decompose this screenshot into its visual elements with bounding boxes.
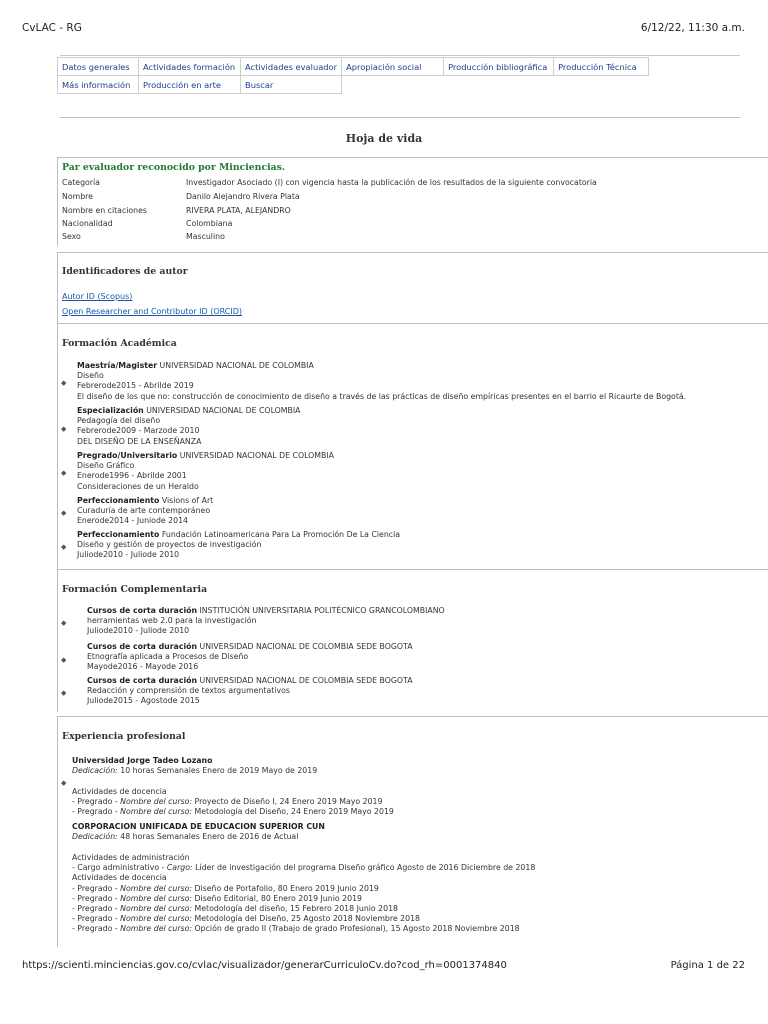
experience-heading: Experiencia profesional [62, 731, 186, 742]
nav-produccion-tecnica[interactable]: Producción Técnica [554, 58, 649, 76]
page-title: Hoja de vida [345, 132, 423, 145]
complementary-heading: Formación Complementaria [62, 584, 208, 595]
field-label: Nombre en citaciones [62, 206, 147, 215]
nav-produccion-bibliografica[interactable]: Producción bibliográfica [444, 58, 554, 76]
field-value: Masculino [186, 232, 225, 241]
academic-item: Perfeccionamiento Visions of Art Curaduría de arte contemporáneo Enerode2014 - Juniode 2014 [77, 496, 214, 526]
experience-org-cun-block: Universidad Jorge Tadeo Lozano Dedicación: 10 horas Semanales Enero de 2019 Mayo de 2019 [72, 756, 318, 776]
nav-actividades-evaluador[interactable]: Actividades evaluador [241, 58, 342, 76]
bullet: ◆ [61, 779, 67, 787]
nav-actividades-formacion[interactable]: Actividades formación [139, 58, 241, 76]
field-label: Nacionalidad [62, 219, 113, 228]
experience-admin-block: Actividades de administración - Cargo administrativo - Cargo: Líder de investigación del programa Diseño gráfico Agosto de 2016 Diciembre de 2018 Actividades de docencia - Pregrado - Nombre del curso: Diseño de Portafolio, 80 Enero 2019 Junio 2019 - Pregrado - Nombre del curso: Diseño Editorial, 80 Enero 2019 Junio 2019 - Pregrado - Nombre del curso: Metodología del diseño, 15 Febrero 2018 Junio 2018 - Pregrado - Nombre del curso: Metodología del Diseño, 25 Agosto 2018 Noviembre 2018 - Pregrado - Nombre del curso: Opción de grado II (Trabajo de grado Profesional), 15 Agosto 2018 Noviembre 2018 [72, 853, 536, 934]
bullet: ◆ [61, 509, 67, 517]
bullet: ◆ [61, 543, 67, 551]
academic-heading: Formación Académica [62, 338, 177, 349]
print-footer-url: https://scienti.minciencias.gov.co/cvlac/visualizador/generarCurriculoCv.do?cod_rh=0001374840 [22, 960, 507, 971]
field-label: Sexo [62, 232, 81, 241]
academic-item: Perfeccionamiento Fundación Latinoamericana Para La Promoción De La Ciencia Diseño y gestión de proyectos de investigación Juliode2010 - Juliode 2010 [77, 530, 401, 560]
complementary-item: Cursos de corta duración INSTITUCIÓN UNIVERSITARIA POLITÉCNICO GRANCOLOMBIANO herramientas web 2.0 para la investigación Juliode2010 - Juliode 2010 [87, 606, 445, 636]
identifiers-heading: Identificadores de autor [62, 266, 188, 277]
academic-item: Pregrado/Universitario UNIVERSIDAD NACIONAL DE COLOMBIA Diseño Gráfico Enerode1996 - Abrilde 2001 Consideraciones de un Heraldo [77, 451, 335, 491]
nav-buscar[interactable]: Buscar [241, 76, 342, 94]
nav-apropiacion-social[interactable]: Apropiación social [342, 58, 444, 76]
field-label: Categoría [62, 178, 100, 187]
field-value: RIVERA PLATA, ALEJANDRO [186, 206, 291, 215]
bullet: ◆ [61, 656, 67, 664]
bullet: ◆ [61, 689, 67, 697]
print-footer-page: Página 1 de 22 [670, 960, 745, 971]
nav-datos-generales[interactable]: Datos generales [58, 58, 139, 76]
experience-org-block: CORPORACION UNIFICADA DE EDUCACION SUPERIOR CUN Dedicación: 48 horas Semanales Enero de 2016 de Actual [72, 822, 325, 842]
complementary-item: Cursos de corta duración UNIVERSIDAD NACIONAL DE COLOMBIA SEDE BOGOTA Etnografía aplicada a Procesos de Diseño Mayode2016 - Mayode 2016 [87, 642, 413, 672]
print-header-title: CvLAC - RG [22, 22, 82, 34]
bullet: ◆ [61, 379, 67, 387]
nav-mas-informacion[interactable]: Más información [58, 76, 139, 94]
bullet: ◆ [61, 619, 67, 627]
content-top-rule [60, 117, 740, 118]
print-header-date: 6/12/22, 11:30 a.m. [640, 22, 745, 34]
academic-item: Especialización UNIVERSIDAD NACIONAL DE COLOMBIA Pedagogía del diseño Febrerode2009 - Marzode 2010 DEL DISEÑO DE LA ENSEÑANZA [77, 406, 301, 446]
bullet: ◆ [61, 469, 67, 477]
scopus-link[interactable]: Autor ID (Scopus) [62, 292, 133, 301]
experience-teaching-block: Actividades de docencia - Pregrado - Nombre del curso: Proyecto de Diseño I, 24 Enero 2019 Mayo 2019 - Pregrado - Nombre del curso: Metodología del Diseño, 24 Enero 2019 Mayo 2019 [72, 787, 394, 817]
field-value: Danilo Alejandro Rivera Plata [186, 192, 300, 201]
evaluator-heading: Par evaluador reconocido por Minciencias. [62, 162, 286, 173]
field-label: Nombre [62, 192, 93, 201]
nav-produccion-en-arte[interactable]: Producción en arte [139, 76, 241, 94]
field-value: Investigador Asociado (I) con vigencia hasta la publicación de los resultados de la siguiente convocatoria [186, 178, 597, 187]
field-value: Colombiana [186, 219, 233, 228]
bullet: ◆ [61, 425, 67, 433]
orcid-link[interactable]: Open Researcher and Contributor ID (ORCID) [62, 307, 243, 316]
nav-top-rule [60, 55, 740, 56]
academic-item: Maestría/Magister UNIVERSIDAD NACIONAL DE COLOMBIA Diseño Febrerode2015 - Abrilde 2019 El diseño de los que no: construcción de conocimiento de diseño a través de las prácticas de diseño empíricas presentes en el barrio el Ricaurte de Bogotá. [77, 361, 687, 401]
complementary-item: Cursos de corta duración UNIVERSIDAD NACIONAL DE COLOMBIA SEDE BOGOTA Redacción y comprensión de textos argumentativos Juliode2015 - Agostode 2015 [87, 676, 413, 706]
nav-menu [57, 57, 649, 94]
